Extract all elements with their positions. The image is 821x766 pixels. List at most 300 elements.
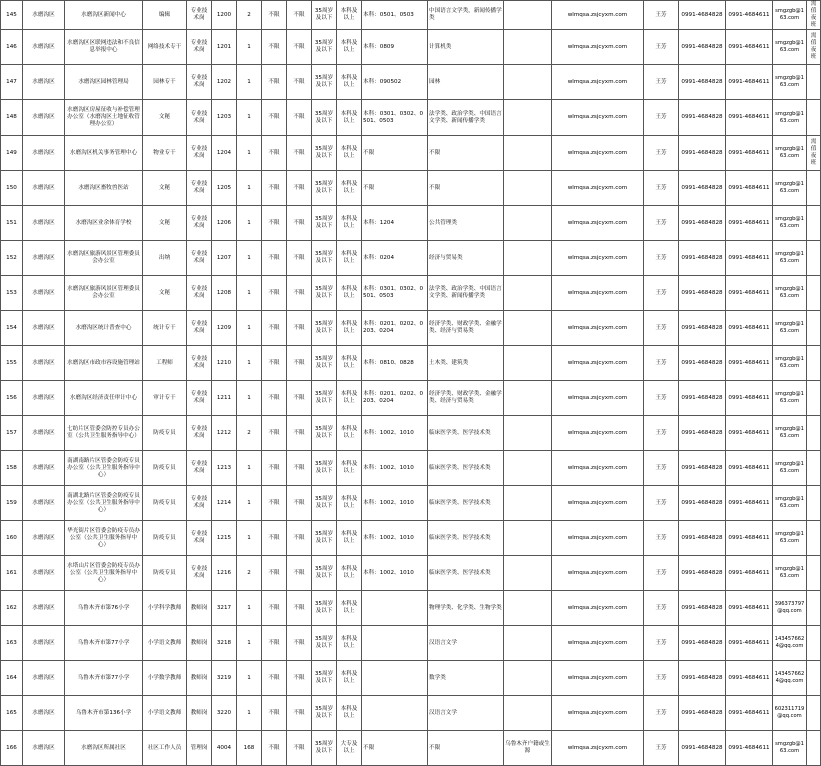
major-code-cell: 本科：0201、0202、0203、0204 <box>362 311 428 346</box>
phone-cell: 0991-4684828 <box>679 556 726 591</box>
unit-name-cell: 水磨沟区新闻中心 <box>65 1 143 30</box>
education-cell: 本科及以上 <box>337 311 362 346</box>
position-code-cell: 1216 <box>212 556 237 591</box>
position-cell: 小学数学教师 <box>143 661 187 696</box>
major-category-cell: 物理学类、化学类、生物学类 <box>428 591 504 626</box>
ethnicity-cell: 不限 <box>262 451 287 486</box>
position-type-cell: 专业技术岗 <box>187 206 212 241</box>
position-type-cell: 专业技术岗 <box>187 65 212 100</box>
unit-name-cell: 水磨沟区区联网违法和不良信息举报中心 <box>65 30 143 65</box>
table-row <box>1 65 821 100</box>
major-code-cell: 本科：1002、1010 <box>362 486 428 521</box>
position-cell: 园林专干 <box>143 65 187 100</box>
major-code-cell: 本科：090502 <box>362 65 428 100</box>
major-category-cell: 不限 <box>428 136 504 171</box>
contact-person-cell: 王芳 <box>644 136 679 171</box>
unit-name-cell: 水磨沟区经济责任审计中心 <box>65 381 143 416</box>
phone-cell: 0991-4684828 <box>679 486 726 521</box>
note-cell: 需值夜班 <box>807 136 821 171</box>
email-cell: smgzgb@163.com <box>773 521 807 556</box>
position-cell: 小学语文教师 <box>143 696 187 731</box>
table-row <box>1 311 821 346</box>
email-cell: smgzgb@163.com <box>773 311 807 346</box>
gender-cell: 不限 <box>287 241 312 276</box>
table-row <box>1 626 821 661</box>
contact-person-cell: 王芳 <box>644 556 679 591</box>
contact-person-cell: 王芳 <box>644 206 679 241</box>
website-cell: wlmqsa.zsjcyxm.com <box>552 30 644 65</box>
email-cell: 1434576624@qq.com <box>773 626 807 661</box>
phone-alt-cell: 0991-4684611 <box>726 556 773 591</box>
note-cell <box>807 416 821 451</box>
note-cell <box>807 65 821 100</box>
website-cell: wlmqsa.zsjcyxm.com <box>552 661 644 696</box>
phone-alt-cell: 0991-4684611 <box>726 661 773 696</box>
education-cell: 本科及以上 <box>337 626 362 661</box>
age-requirement-cell: 35周岁及以下 <box>312 311 337 346</box>
position-code-cell: 1212 <box>212 416 237 451</box>
row-number: 156 <box>1 381 23 416</box>
other-requirement-cell <box>504 556 552 591</box>
ethnicity-cell: 不限 <box>262 100 287 136</box>
note-cell <box>807 276 821 311</box>
website-cell: wlmqsa.zsjcyxm.com <box>552 241 644 276</box>
phone-alt-cell: 0991-4684611 <box>726 451 773 486</box>
major-category-cell: 法学类、政治学类、中国语言文学类、新闻传播学类 <box>428 276 504 311</box>
contact-person-cell: 王芳 <box>644 171 679 206</box>
note-cell: 需值夜班 <box>807 30 821 65</box>
website-cell: wlmqsa.zsjcyxm.com <box>552 65 644 100</box>
age-requirement-cell: 35周岁及以下 <box>312 346 337 381</box>
ethnicity-cell: 不限 <box>262 65 287 100</box>
contact-person-cell: 王芳 <box>644 346 679 381</box>
table-row <box>1 451 821 486</box>
email-cell: smgzgb@163.com <box>773 100 807 136</box>
education-cell: 本科及以上 <box>337 521 362 556</box>
email-cell: smgzgb@163.com <box>773 241 807 276</box>
other-requirement-cell <box>504 451 552 486</box>
major-category-cell: 临床医学类、医学技术类 <box>428 416 504 451</box>
website-cell: wlmqsa.zsjcyxm.com <box>552 416 644 451</box>
unit-name-cell: 乌鲁木齐市第77小学 <box>65 626 143 661</box>
education-cell: 本科及以上 <box>337 65 362 100</box>
position-code-cell: 1214 <box>212 486 237 521</box>
ethnicity-cell: 不限 <box>262 241 287 276</box>
phone-cell: 0991-4684828 <box>679 626 726 661</box>
ethnicity-cell: 不限 <box>262 1 287 30</box>
district-cell: 水磨沟区 <box>23 136 65 171</box>
note-cell <box>807 696 821 731</box>
note-cell <box>807 556 821 591</box>
table-row <box>1 381 821 416</box>
position-type-cell: 专业技术岗 <box>187 311 212 346</box>
unit-name-cell: 水磨沟区旅游风景区管理委员会办公室 <box>65 241 143 276</box>
gender-cell: 不限 <box>287 171 312 206</box>
gender-cell: 不限 <box>287 521 312 556</box>
major-code-cell: 本科：0201、0202、0203、0204 <box>362 381 428 416</box>
phone-alt-cell: 0991-4684611 <box>726 521 773 556</box>
table-row <box>1 1 821 30</box>
table-row <box>1 521 821 556</box>
other-requirement-cell <box>504 696 552 731</box>
major-category-cell: 不限 <box>428 171 504 206</box>
table-row <box>1 556 821 591</box>
other-requirement-cell <box>504 311 552 346</box>
unit-name-cell: 水磨沟区房屋征收与补偿管理办公室（水磨沟区土地征收管理办公室） <box>65 100 143 136</box>
major-code-cell: 本科：1204 <box>362 206 428 241</box>
email-cell: smgzgb@163.com <box>773 556 807 591</box>
position-cell: 防疫专员 <box>143 486 187 521</box>
major-category-cell: 不限 <box>428 731 504 766</box>
position-code-cell: 3218 <box>212 626 237 661</box>
district-cell: 水磨沟区 <box>23 731 65 766</box>
position-cell: 网络技术专干 <box>143 30 187 65</box>
district-cell: 水磨沟区 <box>23 100 65 136</box>
position-type-cell: 专业技术岗 <box>187 1 212 30</box>
gender-cell: 不限 <box>287 30 312 65</box>
other-requirement-cell <box>504 416 552 451</box>
headcount-cell: 1 <box>237 661 262 696</box>
headcount-cell: 1 <box>237 696 262 731</box>
phone-cell: 0991-4684828 <box>679 206 726 241</box>
unit-name-cell: 水磨沟区畜牧兽医站 <box>65 171 143 206</box>
phone-alt-cell: 0991-4684611 <box>726 731 773 766</box>
phone-alt-cell: 0991-4684611 <box>726 416 773 451</box>
row-number: 153 <box>1 276 23 311</box>
phone-cell: 0991-4684828 <box>679 521 726 556</box>
district-cell: 水磨沟区 <box>23 451 65 486</box>
other-requirement-cell <box>504 276 552 311</box>
website-cell: wlmqsa.zsjcyxm.com <box>552 381 644 416</box>
headcount-cell: 1 <box>237 381 262 416</box>
gender-cell: 不限 <box>287 696 312 731</box>
major-code-cell: 本科：1002、1010 <box>362 521 428 556</box>
phone-cell: 0991-4684828 <box>679 171 726 206</box>
contact-person-cell: 王芳 <box>644 381 679 416</box>
position-cell: 审计专干 <box>143 381 187 416</box>
gender-cell: 不限 <box>287 661 312 696</box>
headcount-cell: 1 <box>237 626 262 661</box>
gender-cell: 不限 <box>287 381 312 416</box>
age-requirement-cell: 35周岁及以下 <box>312 171 337 206</box>
other-requirement-cell <box>504 206 552 241</box>
ethnicity-cell: 不限 <box>262 381 287 416</box>
education-cell: 本科及以上 <box>337 30 362 65</box>
email-cell: smgzgb@163.com <box>773 731 807 766</box>
row-number: 150 <box>1 171 23 206</box>
email-cell: smgzgb@163.com <box>773 416 807 451</box>
other-requirement-cell <box>504 241 552 276</box>
table-row <box>1 206 821 241</box>
major-category-cell: 计算机类 <box>428 30 504 65</box>
education-cell: 本科及以上 <box>337 661 362 696</box>
major-category-cell: 经济与贸易类 <box>428 241 504 276</box>
gender-cell: 不限 <box>287 136 312 171</box>
email-cell: smgzgb@163.com <box>773 451 807 486</box>
major-code-cell: 本科：0809 <box>362 30 428 65</box>
age-requirement-cell: 35周岁及以下 <box>312 451 337 486</box>
headcount-cell: 1 <box>237 451 262 486</box>
phone-cell: 0991-4684828 <box>679 346 726 381</box>
note-cell: 需值夜班 <box>807 1 821 30</box>
education-cell: 本科及以上 <box>337 346 362 381</box>
education-cell: 本科及以上 <box>337 241 362 276</box>
gender-cell: 不限 <box>287 346 312 381</box>
age-requirement-cell: 35周岁及以下 <box>312 486 337 521</box>
ethnicity-cell: 不限 <box>262 171 287 206</box>
education-cell: 本科及以上 <box>337 486 362 521</box>
table-row <box>1 416 821 451</box>
phone-alt-cell: 0991-4684611 <box>726 626 773 661</box>
headcount-cell: 1 <box>237 311 262 346</box>
position-type-cell: 教师岗 <box>187 626 212 661</box>
website-cell: wlmqsa.zsjcyxm.com <box>552 696 644 731</box>
row-number: 145 <box>1 1 23 30</box>
phone-alt-cell: 0991-4684611 <box>726 171 773 206</box>
district-cell: 水磨沟区 <box>23 416 65 451</box>
position-type-cell: 专业技术岗 <box>187 100 212 136</box>
age-requirement-cell: 35周岁及以下 <box>312 65 337 100</box>
district-cell: 水磨沟区 <box>23 311 65 346</box>
position-code-cell: 1209 <box>212 311 237 346</box>
district-cell: 水磨沟区 <box>23 661 65 696</box>
headcount-cell: 2 <box>237 416 262 451</box>
table-row <box>1 486 821 521</box>
unit-name-cell: 南湖南路片区管委会防疫专员办公室（公共卫生服务指导中心） <box>65 451 143 486</box>
age-requirement-cell: 35周岁及以下 <box>312 1 337 30</box>
ethnicity-cell: 不限 <box>262 136 287 171</box>
contact-person-cell: 王芳 <box>644 100 679 136</box>
phone-alt-cell: 0991-4684611 <box>726 591 773 626</box>
unit-name-cell: 水磨沟区园林管理局 <box>65 65 143 100</box>
position-type-cell: 专业技术岗 <box>187 451 212 486</box>
ethnicity-cell: 不限 <box>262 521 287 556</box>
major-category-cell: 中国语言文学类，新闻传播学类 <box>428 1 504 30</box>
website-cell: wlmqsa.zsjcyxm.com <box>552 171 644 206</box>
phone-cell: 0991-4684828 <box>679 451 726 486</box>
age-requirement-cell: 35周岁及以下 <box>312 100 337 136</box>
education-cell: 本科及以上 <box>337 591 362 626</box>
contact-person-cell: 王芳 <box>644 30 679 65</box>
other-requirement-cell <box>504 100 552 136</box>
age-requirement-cell: 35周岁及以下 <box>312 136 337 171</box>
phone-alt-cell: 0991-4684611 <box>726 346 773 381</box>
age-requirement-cell: 35周岁及以下 <box>312 696 337 731</box>
district-cell: 水磨沟区 <box>23 276 65 311</box>
ethnicity-cell: 不限 <box>262 731 287 766</box>
position-type-cell: 专业技术岗 <box>187 30 212 65</box>
age-requirement-cell: 35周岁及以下 <box>312 206 337 241</box>
major-category-cell: 法学类、政治学类、中国语言文学类、新闻传播学类 <box>428 100 504 136</box>
position-code-cell: 1213 <box>212 451 237 486</box>
other-requirement-cell <box>504 136 552 171</box>
position-cell: 防疫专员 <box>143 521 187 556</box>
row-number: 146 <box>1 30 23 65</box>
website-cell: wlmqsa.zsjcyxm.com <box>552 311 644 346</box>
headcount-cell: 1 <box>237 30 262 65</box>
unit-name-cell: 南湖北路片区管委会防疫专员办公室（公共卫生服务指导中心） <box>65 486 143 521</box>
headcount-cell: 1 <box>237 521 262 556</box>
major-category-cell: 临床医学类、医学技术类 <box>428 521 504 556</box>
major-category-cell: 汉语言文学 <box>428 696 504 731</box>
district-cell: 水磨沟区 <box>23 591 65 626</box>
note-cell <box>807 451 821 486</box>
row-number: 162 <box>1 591 23 626</box>
age-requirement-cell: 35周岁及以下 <box>312 731 337 766</box>
website-cell: wlmqsa.zsjcyxm.com <box>552 346 644 381</box>
major-code-cell: 本科：1002、1010 <box>362 416 428 451</box>
age-requirement-cell: 35周岁及以下 <box>312 556 337 591</box>
education-cell: 本科及以上 <box>337 136 362 171</box>
contact-person-cell: 王芳 <box>644 241 679 276</box>
note-cell <box>807 521 821 556</box>
age-requirement-cell: 35周岁及以下 <box>312 416 337 451</box>
position-cell: 文秘 <box>143 100 187 136</box>
row-number: 149 <box>1 136 23 171</box>
education-cell: 本科及以上 <box>337 1 362 30</box>
unit-name-cell: 乌鲁木齐市第77小学 <box>65 661 143 696</box>
contact-person-cell: 王芳 <box>644 696 679 731</box>
major-category-cell: 经济学类、财政学类、金融学类、经济与贸易类 <box>428 311 504 346</box>
phone-cell: 0991-4684828 <box>679 731 726 766</box>
district-cell: 水磨沟区 <box>23 346 65 381</box>
unit-name-cell: 水磨沟区所属社区 <box>65 731 143 766</box>
contact-person-cell: 王芳 <box>644 661 679 696</box>
table-row <box>1 276 821 311</box>
major-code-cell <box>362 696 428 731</box>
phone-alt-cell: 0991-4684611 <box>726 65 773 100</box>
phone-cell: 0991-4684828 <box>679 100 726 136</box>
unit-name-cell: 水塔山片区管委会防疫专员办公室（公共卫生服务指导中心） <box>65 556 143 591</box>
district-cell: 水磨沟区 <box>23 626 65 661</box>
position-cell: 文秘 <box>143 171 187 206</box>
position-cell: 统计专干 <box>143 311 187 346</box>
district-cell: 水磨沟区 <box>23 171 65 206</box>
phone-cell: 0991-4684828 <box>679 136 726 171</box>
table-row <box>1 136 821 171</box>
gender-cell: 不限 <box>287 486 312 521</box>
gender-cell: 不限 <box>287 626 312 661</box>
contact-person-cell: 王芳 <box>644 731 679 766</box>
note-cell <box>807 206 821 241</box>
major-category-cell: 园林 <box>428 65 504 100</box>
position-code-cell: 1207 <box>212 241 237 276</box>
position-cell: 防疫专员 <box>143 451 187 486</box>
phone-cell: 0991-4684828 <box>679 276 726 311</box>
table-row <box>1 696 821 731</box>
age-requirement-cell: 35周岁及以下 <box>312 661 337 696</box>
website-cell: wlmqsa.zsjcyxm.com <box>552 521 644 556</box>
email-cell: smgzgb@163.com <box>773 136 807 171</box>
position-code-cell: 1200 <box>212 1 237 30</box>
row-number: 151 <box>1 206 23 241</box>
other-requirement-cell <box>504 381 552 416</box>
unit-name-cell: 水磨沟区业余体育学校 <box>65 206 143 241</box>
position-type-cell: 专业技术岗 <box>187 276 212 311</box>
district-cell: 水磨沟区 <box>23 556 65 591</box>
website-cell: wlmqsa.zsjcyxm.com <box>552 486 644 521</box>
phone-alt-cell: 0991-4684611 <box>726 486 773 521</box>
gender-cell: 不限 <box>287 451 312 486</box>
phone-alt-cell: 0991-4684611 <box>726 206 773 241</box>
ethnicity-cell: 不限 <box>262 661 287 696</box>
contact-person-cell: 王芳 <box>644 65 679 100</box>
headcount-cell: 1 <box>237 65 262 100</box>
note-cell <box>807 311 821 346</box>
major-code-cell: 本科：0501、0503 <box>362 1 428 30</box>
position-type-cell: 教师岗 <box>187 661 212 696</box>
website-cell: wlmqsa.zsjcyxm.com <box>552 451 644 486</box>
email-cell: 1434576624@qq.com <box>773 661 807 696</box>
district-cell: 水磨沟区 <box>23 65 65 100</box>
note-cell <box>807 171 821 206</box>
table-row <box>1 241 821 276</box>
row-number: 158 <box>1 451 23 486</box>
row-number: 159 <box>1 486 23 521</box>
ethnicity-cell: 不限 <box>262 416 287 451</box>
phone-alt-cell: 0991-4684611 <box>726 241 773 276</box>
major-category-cell: 数学类 <box>428 661 504 696</box>
major-category-cell: 临床医学类、医学技术类 <box>428 486 504 521</box>
note-cell <box>807 346 821 381</box>
age-requirement-cell: 35周岁及以下 <box>312 241 337 276</box>
email-cell: 602311719@qq.com <box>773 696 807 731</box>
position-code-cell: 1208 <box>212 276 237 311</box>
row-number: 157 <box>1 416 23 451</box>
unit-name-cell: 乌鲁木齐市第136小学 <box>65 696 143 731</box>
education-cell: 本科及以上 <box>337 381 362 416</box>
education-cell: 本科及以上 <box>337 100 362 136</box>
other-requirement-cell <box>504 1 552 30</box>
ethnicity-cell: 不限 <box>262 206 287 241</box>
email-cell: smgzgb@163.com <box>773 381 807 416</box>
phone-alt-cell: 0991-4684611 <box>726 1 773 30</box>
education-cell: 本科及以上 <box>337 416 362 451</box>
position-cell: 防疫专员 <box>143 416 187 451</box>
position-code-cell: 1206 <box>212 206 237 241</box>
email-cell: smgzgb@163.com <box>773 206 807 241</box>
position-cell: 小学科学教师 <box>143 591 187 626</box>
district-cell: 水磨沟区 <box>23 696 65 731</box>
major-category-cell: 临床医学类、医学技术类 <box>428 451 504 486</box>
row-number: 161 <box>1 556 23 591</box>
unit-name-cell: 华光街片区管委会防疫专员办公室（公共卫生服务指导中心） <box>65 521 143 556</box>
note-cell <box>807 381 821 416</box>
position-code-cell: 3219 <box>212 661 237 696</box>
major-code-cell: 本科：1002、1010 <box>362 556 428 591</box>
position-code-cell: 3217 <box>212 591 237 626</box>
note-cell <box>807 626 821 661</box>
headcount-cell: 1 <box>237 136 262 171</box>
major-code-cell: 本科：0810、0828 <box>362 346 428 381</box>
contact-person-cell: 王芳 <box>644 626 679 661</box>
table-body <box>1 1 821 766</box>
phone-alt-cell: 0991-4684611 <box>726 696 773 731</box>
website-cell: wlmqsa.zsjcyxm.com <box>552 731 644 766</box>
gender-cell: 不限 <box>287 206 312 241</box>
position-cell: 文秘 <box>143 276 187 311</box>
gender-cell: 不限 <box>287 65 312 100</box>
note-cell <box>807 486 821 521</box>
phone-alt-cell: 0991-4684611 <box>726 100 773 136</box>
major-code-cell <box>362 591 428 626</box>
age-requirement-cell: 35周岁及以下 <box>312 626 337 661</box>
position-cell: 文秘 <box>143 206 187 241</box>
education-cell: 本科及以上 <box>337 276 362 311</box>
website-cell: wlmqsa.zsjcyxm.com <box>552 206 644 241</box>
position-type-cell: 专业技术岗 <box>187 171 212 206</box>
headcount-cell: 168 <box>237 731 262 766</box>
